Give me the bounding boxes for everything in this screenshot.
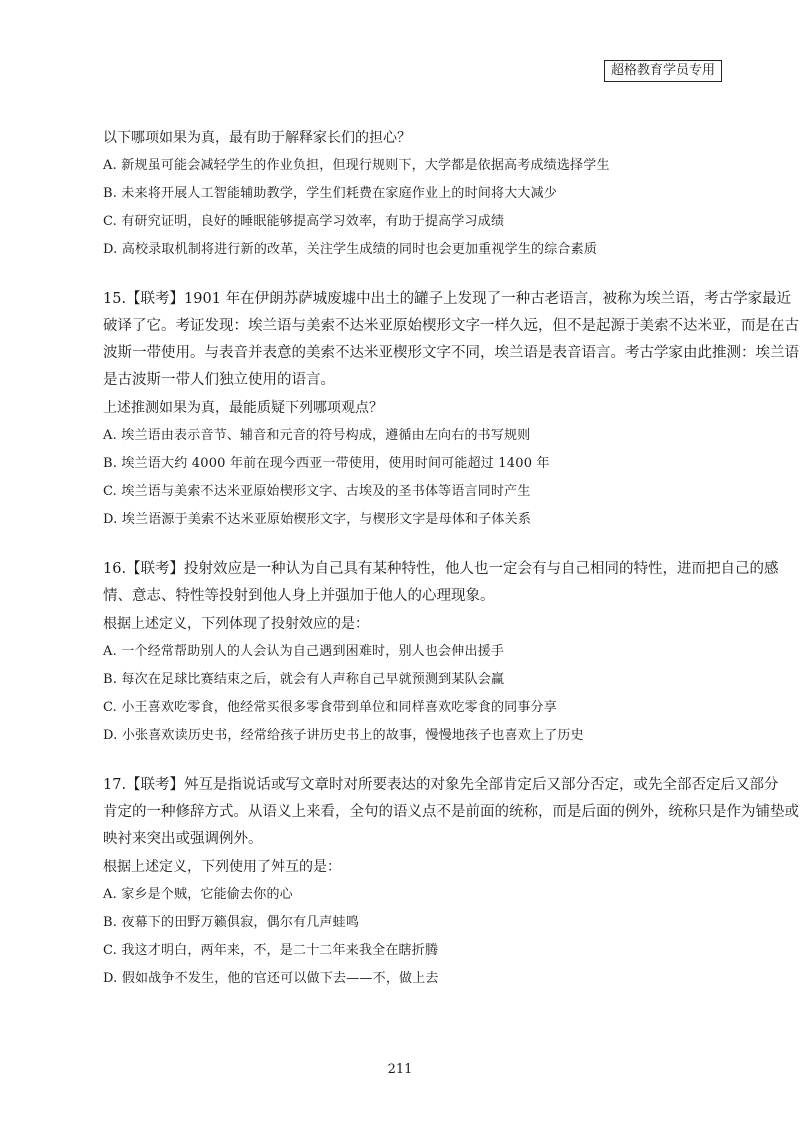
question-15 [103, 286, 799, 534]
option-c: C. 有研究证明，良好的睡眠能够提高学习效率，有助于提高学习成绩 [103, 214, 505, 229]
option-d: D. 假如战争不发生，他的官还可以做下去——不，做上去 [103, 971, 439, 986]
header-badge: 超格教育学员专用 [604, 60, 722, 82]
option-a: A. 一个经常帮助别人的人会认为自己遇到困难时，别人也会伸出援手 [103, 644, 505, 659]
question-body-line: 是古波斯一带人们独立使用的语言。 [103, 372, 335, 388]
option-d: D. 小张喜欢读历史书，经常给孩子讲历史书上的故事，慢慢地孩子也喜欢上了历史 [103, 728, 584, 743]
question-body-line: 波斯一带使用。与表音并表意的美索不达米亚楔形文字不同，埃兰语是表音语言。考古学家由此推测：埃兰语 [103, 345, 799, 361]
option-b: B. 每次在足球比赛结束之后，就会有人声称自己早就预测到某队会赢 [103, 672, 505, 687]
option-c: C. 埃兰语与美索不达米亚原始楔形文字、古埃及的圣书体等语言同时产生 [103, 484, 531, 499]
option-b: B. 夜幕下的田野万籁俱寂，偶尔有几声蛙鸣 [103, 915, 360, 930]
option-a: A. 家乡是个贼，它能偷去你的心 [103, 887, 293, 902]
question-body-line: 肯定的一种修辞方式。从语义上来看，全句的语义点不是前面的统称，而是后面的例外，统称只是作为铺垫或 [103, 804, 799, 820]
question-body-line: 情、意志、特性等投射到他人身上并强加于他人的心理现象。 [103, 588, 495, 604]
option-a: A. 埃兰语由表示音节、辅音和元音的符号构成，遵循由左向右的书写规则 [103, 428, 531, 443]
option-b: B. 埃兰语大约 4000 年前在现今西亚一带使用，使用时间可能超过 1400 年 [103, 456, 550, 471]
option-d: D. 高校录取机制将进行新的改革，关注学生成绩的同时也会更加重视学生的综合素质 [103, 242, 598, 257]
question-body-line: 破译了它。考证发现：埃兰语与美索不达米亚原始楔形文字一样久远，但不是起源于美索不达米亚，而是在古 [103, 318, 799, 334]
question-body-line: 15.【联考】1901 年在伊朗苏萨城废墟中出土的罐子上发现了一种古老语言，被称为埃兰语，考古学家最近 [103, 291, 792, 307]
option-d: D. 埃兰语源于美索不达米亚原始楔形文字，与楔形文字是母体和子体关系 [103, 512, 532, 527]
option-b: B. 未来将开展人工智能辅助教学，学生们耗费在家庭作业上的时间将大大减少 [103, 186, 558, 201]
question-body-line: 映衬来突出或强调例外。 [103, 831, 263, 847]
question-prompt: 根据上述定义，下列体现了投射效应的是： [103, 616, 369, 632]
question-prompt: 上述推测如果为真，最能质疑下列哪项观点？ [103, 400, 383, 416]
option-c: C. 小王喜欢吃零食，他经常买很多零食带到单位和同样喜欢吃零食的同事分享 [103, 700, 557, 715]
question-prompt: 以下哪项如果为真，最有助于解释家长们的担心？ [103, 130, 411, 146]
question-17 [103, 772, 799, 993]
option-c: C. 我这才明白，两年来，不，是二十二年来我全在瞎折腾 [103, 943, 439, 958]
question-prompt: 根据上述定义，下列使用了舛互的是： [103, 859, 341, 875]
page-content [103, 124, 799, 993]
page-number: 211 [387, 1062, 413, 1077]
question-16 [103, 556, 779, 750]
prev-question [103, 124, 723, 264]
question-body-line: 17.【联考】舛互是指说话或写文章时对所要表达的对象先全部肯定后又部分否定，或先全部否定后又部分 [103, 777, 779, 793]
question-body-line: 16.【联考】投射效应是一种认为自己具有某种特性，他人也一定会有与自己相同的特性，进而把自己的感 [103, 561, 779, 577]
option-a: A. 新规虽可能会减轻学生的作业负担，但现行规则下，大学都是依据高考成绩选择学生 [103, 158, 610, 173]
